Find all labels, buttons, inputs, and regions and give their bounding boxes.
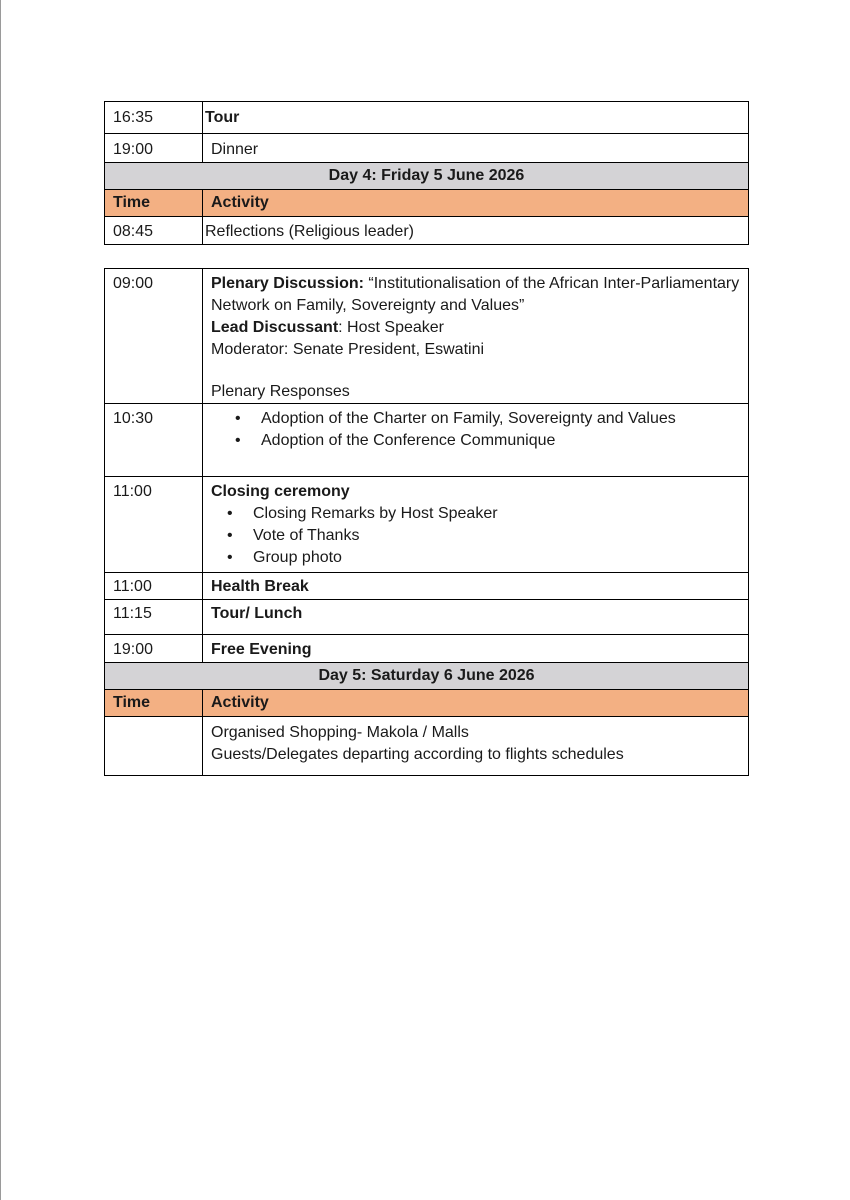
plenary-topic: “Institutionalisation of the African Inter-Parliamentary Network on Family, Sovereignty and Values” — [211, 275, 740, 314]
table-row — [105, 573, 749, 600]
time-cell — [105, 717, 203, 776]
list-item: • Adoption of the Charter on Family, Sovereignty and Values — [211, 408, 740, 430]
page-edge — [0, 0, 1, 1200]
day-header-row — [105, 663, 749, 690]
departure-line-2: Guests/Delegates departing according to flights schedules — [211, 746, 624, 763]
plenary-responses: Plenary Responses — [211, 383, 350, 400]
column-header-row — [105, 690, 749, 717]
time-cell: 11:00 — [105, 573, 203, 600]
lead-discussant — [211, 317, 740, 339]
column-header-row — [105, 190, 749, 217]
activity-cell: Dinner — [203, 134, 749, 163]
activity-cell — [203, 269, 749, 404]
activity-cell — [203, 717, 749, 776]
lead-discussant-label: Lead Discussant — [211, 319, 339, 336]
table-row — [105, 404, 749, 477]
time-cell: 10:30 — [105, 404, 203, 477]
table-row — [105, 134, 749, 163]
day-header-row — [105, 163, 749, 190]
activity-cell: Health Break — [203, 573, 749, 600]
list-item: • Closing Remarks by Host Speaker — [211, 503, 740, 525]
time-cell: 11:00 — [105, 477, 203, 573]
time-cell: 08:45 — [105, 217, 203, 245]
activity-cell: Tour — [203, 102, 749, 134]
time-cell: 19:00 — [105, 134, 203, 163]
activity-cell: Reflections (Religious leader) — [203, 217, 749, 245]
table-row — [105, 102, 749, 134]
table-row — [105, 600, 749, 635]
column-header-activity: Activity — [203, 690, 749, 717]
activity-cell — [203, 477, 749, 573]
list-item: • Adoption of the Conference Communique — [211, 430, 740, 452]
closing-title: Closing ceremony — [211, 483, 350, 500]
plenary-title — [211, 273, 740, 317]
schedule-table-day3-day4 — [104, 101, 749, 245]
table-row — [105, 477, 749, 573]
table-row — [105, 217, 749, 245]
day-header: Day 5: Saturday 6 June 2026 — [105, 663, 749, 690]
time-cell: 11:15 — [105, 600, 203, 635]
day-header: Day 4: Friday 5 June 2026 — [105, 163, 749, 190]
activity-cell — [203, 404, 749, 477]
activity-cell: Tour/ Lunch — [203, 600, 749, 635]
table-row — [105, 635, 749, 663]
column-header-time: Time — [105, 690, 203, 717]
adoption-list — [211, 408, 740, 452]
plenary-label: Plenary Discussion: — [211, 275, 364, 292]
closing-list — [211, 503, 740, 569]
time-cell: 19:00 — [105, 635, 203, 663]
schedule-table-day4-day5 — [104, 268, 749, 776]
lead-discussant-value: : Host Speaker — [338, 319, 444, 336]
activity-cell: Free Evening — [203, 635, 749, 663]
column-header-time: Time — [105, 190, 203, 217]
column-header-activity: Activity — [203, 190, 749, 217]
time-cell: 16:35 — [105, 102, 203, 134]
list-item: • Vote of Thanks — [211, 525, 740, 547]
departure-line-1: Organised Shopping- Makola / Malls — [211, 724, 469, 741]
moderator: Moderator: Senate President, Eswatini — [211, 341, 485, 358]
table-row — [105, 717, 749, 776]
table-row — [105, 269, 749, 404]
time-cell: 09:00 — [105, 269, 203, 404]
list-item: • Group photo — [211, 547, 740, 569]
